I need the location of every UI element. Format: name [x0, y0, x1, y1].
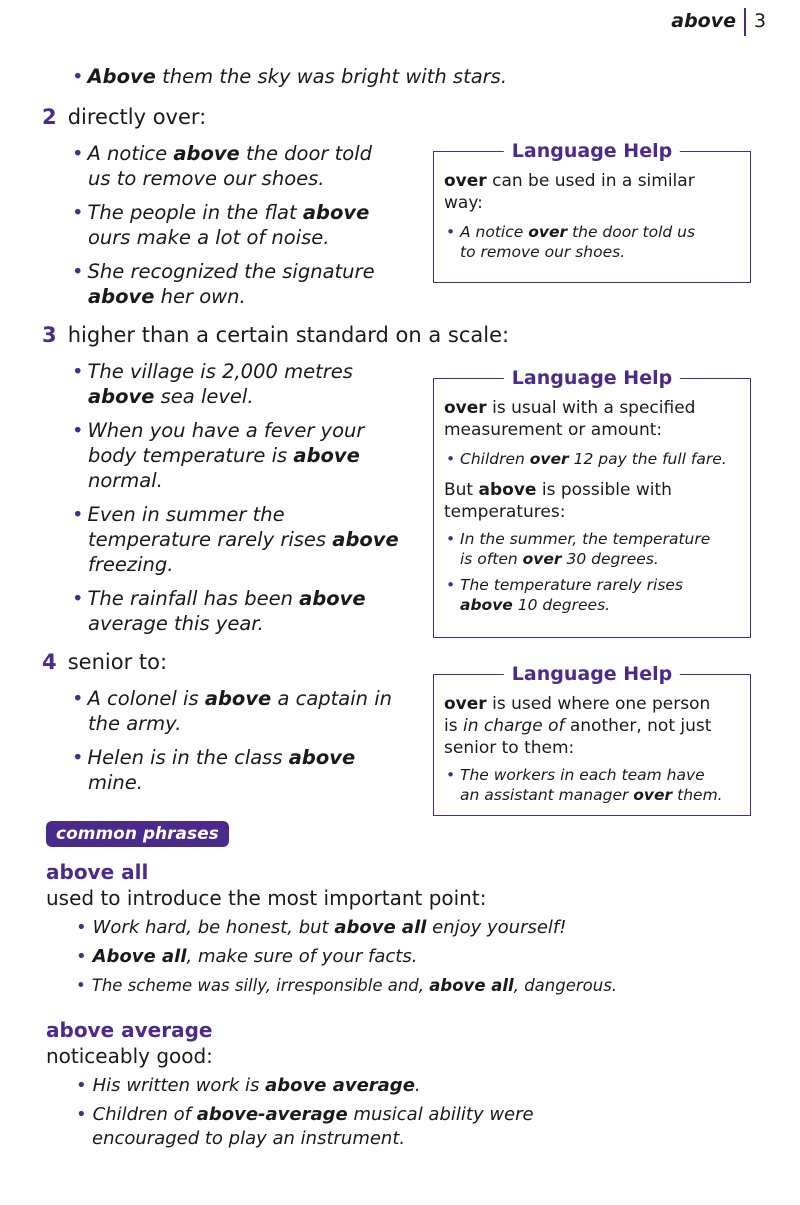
intro-example: • Above them the sky was bright with stars.: [72, 65, 508, 88]
sense-number: 2: [42, 105, 57, 129]
sense-definition: directly over:: [67, 105, 207, 129]
common-phrases-badge: common phrases: [46, 821, 229, 847]
language-help-box-3: Language Help over is used where one person is in charge of another, not just senior to them: • The workers in each team have an assistant manager over them.: [433, 674, 751, 816]
page-number: 3: [754, 10, 767, 32]
sense-2-example-2: • The people in the flat above ours make a lot of noise.: [72, 201, 370, 249]
language-help-title: Language Help: [504, 140, 680, 162]
sense-2: [42, 105, 206, 129]
sense-3-example-1: • The village is 2,000 metres above sea level.: [72, 360, 353, 408]
phrase-example: • Work hard, be honest, but above all enjoy yourself!: [76, 917, 567, 938]
sense-3-example-4: • The rainfall has been above average this year.: [72, 587, 366, 635]
language-help-title: Language Help: [504, 663, 680, 685]
sense-3-example-3: • Even in summer the temperature rarely rises above freezing.: [72, 503, 399, 576]
phrase-above-all: above all: [46, 860, 149, 884]
sense-2-example-3: • She recognized the signature above her own.: [72, 260, 375, 308]
sense-number: 3: [42, 323, 57, 347]
language-help-title: Language Help: [504, 367, 680, 389]
phrase-definition: noticeably good:: [46, 1044, 213, 1068]
phrase-example: • His written work is above average.: [76, 1075, 421, 1096]
sense-definition: higher than a certain standard on a scale:: [67, 323, 510, 347]
language-help-box-2: Language Help over is usual with a specified measurement or amount: • Children over 12 pay the full fare. But above is possible with temperatures: • In the summer, the temperature is often over 30 degrees. • The temperature rarely rises above 10 degrees.: [433, 378, 751, 638]
phrase-example: • Above all, make sure of your facts.: [76, 946, 418, 967]
phrase-example: • Children of above-average musical ability were encouraged to play an instrument.: [76, 1104, 534, 1149]
sense-3: [42, 323, 509, 347]
sense-4-example-1: • A colonel is above a captain in the army.: [72, 687, 393, 735]
language-help-box-1: Language Help over can be used in a similar way: • A notice over the door told us to remove our shoes.: [433, 151, 751, 283]
headword: above: [671, 10, 736, 32]
sense-4: [42, 650, 167, 674]
sense-4-example-2: • Helen is in the class above mine.: [72, 746, 356, 794]
sense-number: 4: [42, 650, 57, 674]
phrase-example: • The scheme was silly, irresponsible and, above all, dangerous.: [76, 976, 618, 995]
header-divider: [744, 8, 746, 36]
phrase-above-average: above average: [46, 1018, 213, 1042]
phrase-definition: used to introduce the most important point:: [46, 886, 487, 910]
sense-definition: senior to:: [67, 650, 168, 674]
sense-3-example-2: • When you have a fever your body temperature is above normal.: [72, 419, 365, 492]
sense-2-example-1: • A notice above the door told us to remove our shoes.: [72, 142, 373, 190]
